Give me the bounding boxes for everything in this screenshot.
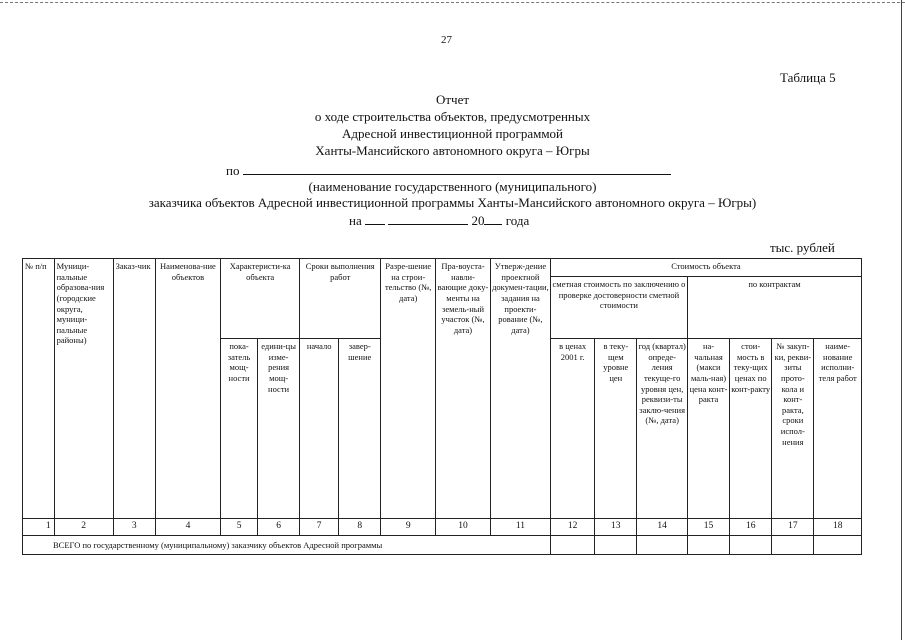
customer-line [226, 162, 671, 179]
colnum: 9 [381, 519, 436, 536]
col-initial-price-header: на-чальная (макси маль-ная) цена конт-ракта [687, 339, 729, 519]
col-power-header: пока-затель мощ-ности [221, 339, 258, 519]
colnum: 3 [113, 519, 155, 536]
col-current-prices-header: в теку-щем уровне цен [595, 339, 637, 519]
units-label: тыс. рублей [770, 240, 835, 255]
colnum: 16 [730, 519, 772, 536]
col-num-header: № п/п [23, 259, 55, 519]
year-prefix: 20 [471, 213, 485, 228]
po-label: по [226, 163, 240, 178]
colnum: 4 [155, 519, 220, 536]
total-row [23, 536, 862, 555]
month-blank [388, 212, 468, 225]
col-cost-header: Стоимость объекта [550, 259, 861, 277]
total-cell [637, 536, 688, 555]
day-blank [365, 212, 385, 225]
colnum: 1 [23, 519, 55, 536]
col-smeta-header: сметная стоимость по заключению о проверке достоверности сметной стоимости [550, 277, 687, 339]
col-contract-cost-header: стои-мость в теку-щих ценах по конт-ракту [730, 339, 772, 519]
col-end-header: завер-шение [339, 339, 381, 519]
table-label: Таблица 5 [780, 70, 836, 85]
na-label: на [349, 213, 362, 228]
column-numbers-row [23, 519, 862, 536]
colnum: 18 [814, 519, 862, 536]
date-line [349, 212, 529, 229]
colnum: 5 [221, 519, 258, 536]
report-table [22, 258, 862, 555]
colnum: 13 [595, 519, 637, 536]
report-subtitle-2: Адресной инвестиционной программой [341, 126, 563, 141]
customer-caption: (наименование государственного (муниципального) [308, 179, 597, 194]
total-cell [772, 536, 814, 555]
report-subtitle-1: о ходе строительства объектов, предусмотренных [314, 109, 591, 124]
colnum: 6 [258, 519, 300, 536]
year-blank [484, 212, 502, 225]
page-number: 27 [441, 34, 452, 46]
col-characteristics-header: Характеристи-ка объекта [221, 259, 300, 339]
total-cell [814, 536, 862, 555]
col-permit-header: Разре-шение на строи-тельство (№, дата) [381, 259, 436, 519]
col-objects-header: Наименова-ние объектов [155, 259, 220, 519]
col-prices2001-header: в ценах 2001 г. [550, 339, 594, 519]
year-suffix: года [505, 213, 530, 228]
header-row-1 [23, 259, 862, 277]
colnum: 12 [550, 519, 594, 536]
col-terms-header: Сроки выполнения работ [300, 259, 381, 339]
total-cell [687, 536, 729, 555]
colnum: 10 [436, 519, 491, 536]
customer-caption-2: заказчика объектов Адресной инвестиционной программы Ханты-Мансийского автономного округа – Югры) [148, 195, 757, 210]
total-row-label: ВСЕГО по государственному (муниципальному) заказчику объектов Адресной программы [23, 536, 551, 555]
total-cell [550, 536, 594, 555]
report-subtitle-3: Ханты-Мансийского автономного округа – Югры [315, 143, 590, 158]
report-title: Отчет [435, 92, 470, 107]
col-customer-header: Заказ-чик [113, 259, 155, 519]
col-year-conclusion-header: год (квартал) опреде-ления текуще-го уровня цен, реквизи-ты заклю-чения (№, дата) [637, 339, 688, 519]
colnum: 8 [339, 519, 381, 536]
col-contracts-header: по контрактам [687, 277, 861, 339]
total-cell [730, 536, 772, 555]
customer-blank [243, 162, 671, 175]
colnum: 2 [54, 519, 113, 536]
total-cell [595, 536, 637, 555]
col-land-docs-header: Пра-воуста-навли-вающие доку-менты на земель-ный участок (№, дата) [436, 259, 491, 519]
colnum: 7 [300, 519, 339, 536]
col-municipal-header: Муници-пальные образова-ния (городские округа, муници-пальные районы) [54, 259, 113, 519]
col-unit-header: едини-цы изме-рения мощ-ности [258, 339, 300, 519]
colnum: 17 [772, 519, 814, 536]
col-approval-header: Утверж-дение проектной докумен-тации, задания на проекти-рование (№, дата) [490, 259, 550, 519]
colnum: 15 [687, 519, 729, 536]
page-top-border [0, 2, 905, 3]
colnum: 14 [637, 519, 688, 536]
col-start-header: начало [300, 339, 339, 519]
col-contractor-header: наиме-нование исполни-теля работ [814, 339, 862, 519]
col-procurement-header: № закуп-ки, рекви-зиты прото-кола и конт-ракта, сроки испол-нения [772, 339, 814, 519]
colnum: 11 [490, 519, 550, 536]
